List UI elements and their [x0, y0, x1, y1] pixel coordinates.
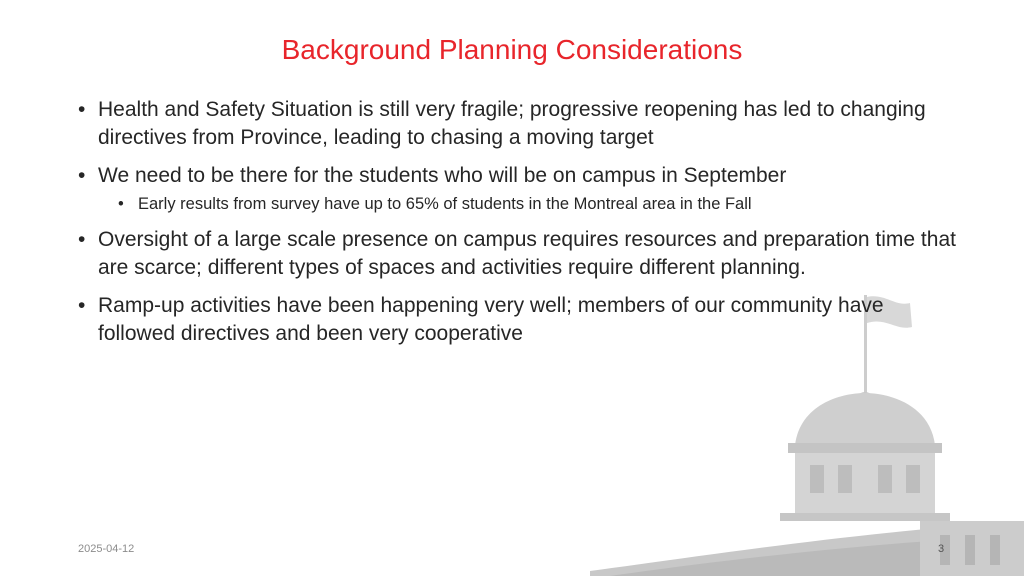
bullet-dot: •: [78, 164, 86, 187]
sub-bullet-dot: •: [118, 195, 124, 213]
slide-title: Background Planning Considerations: [281, 34, 743, 65]
sub-bullet-text: Early results from survey have up to 65% of students in the Montreal area in the Fall: [138, 195, 752, 213]
bullet-text: Health and Safety Situation is still very fragile; progressive reopening has led to changing directives from Province, leading to chasing a moving target: [98, 98, 926, 149]
bullet-item: [72, 96, 962, 152]
bullet-dot: •: [78, 294, 86, 317]
bullet-dot: •: [78, 228, 86, 251]
bullet-text: Oversight of a large scale presence on campus requires resources and preparation time that are scarce; different types of spaces and activities require different planning.: [98, 228, 956, 279]
bullet-text: We need to be there for the students who will be on campus in September: [98, 164, 787, 187]
bullet-item: [72, 162, 962, 216]
sub-bullet-item: [98, 192, 962, 216]
footer-date: 2025-04-12: [78, 543, 135, 555]
sub-bullet-list: [98, 192, 962, 216]
bullet-item: [72, 226, 962, 282]
page-number: 3: [938, 543, 945, 555]
bullet-dot: •: [78, 98, 86, 121]
bullet-list: [72, 96, 962, 358]
bullet-item: [72, 292, 962, 348]
bullet-text: Ramp-up activities have been happening very well; members of our community have followed directives and been very cooperative: [98, 294, 884, 345]
